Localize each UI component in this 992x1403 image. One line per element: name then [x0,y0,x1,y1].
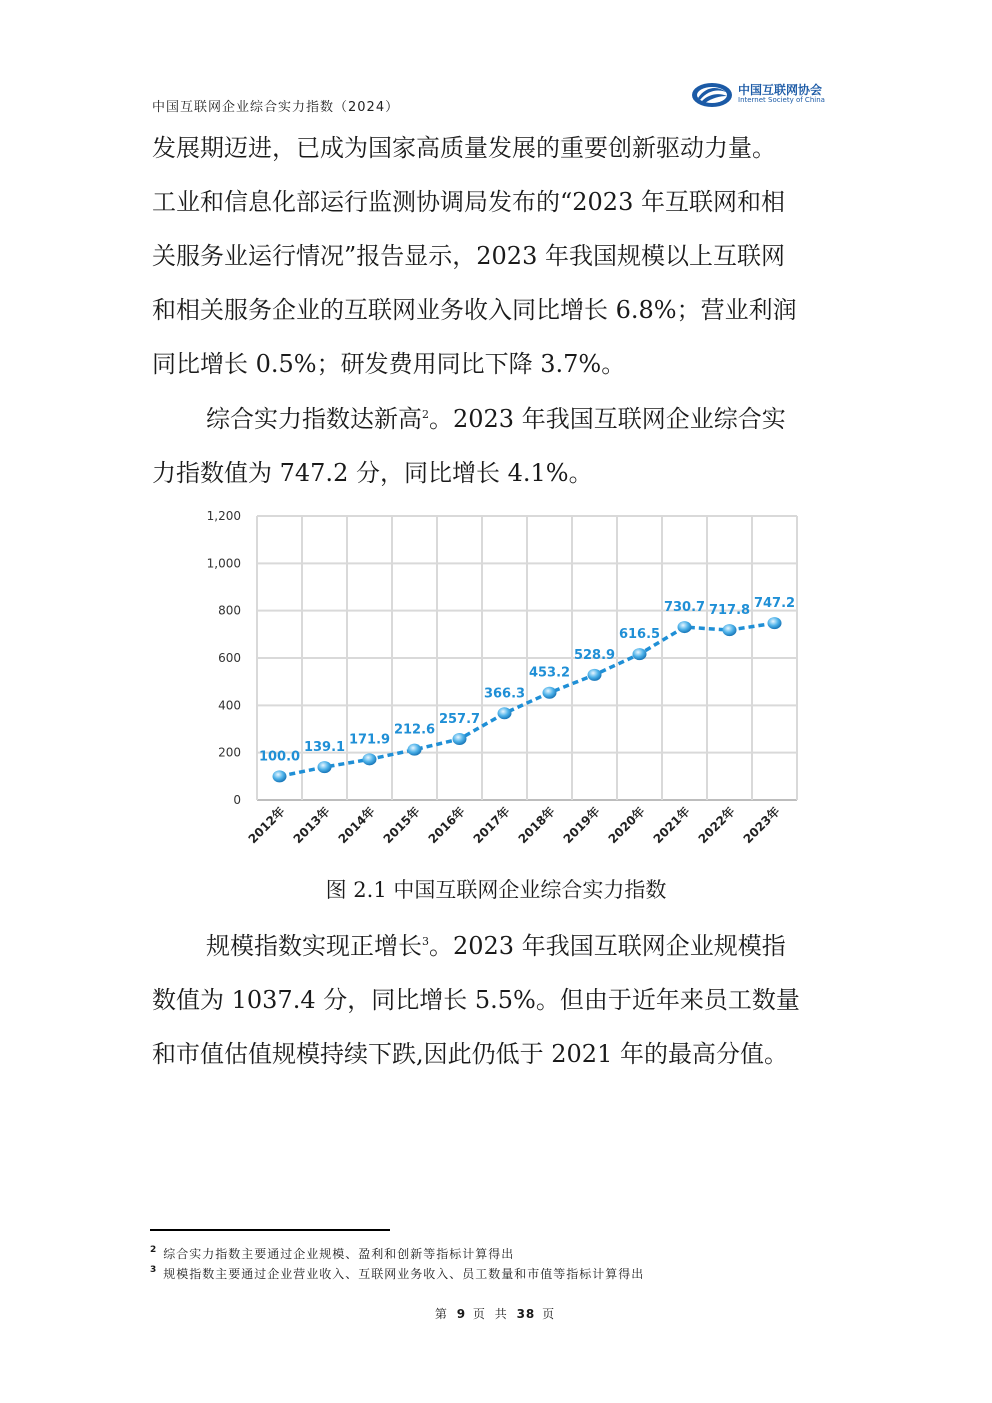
x-tick-label: 2015年 [380,804,423,847]
x-tick-label: 2023年 [740,804,783,847]
page-middle: 页 共 [472,1307,510,1321]
paragraph-lead: 综合实力指数达新高 [206,405,422,433]
data-label: 212.6 [393,722,436,738]
isc-logo [690,80,840,112]
paragraph-line: 工业和信息化部运行监测协调局发布的“2023 年互联网和相 [152,188,785,216]
data-point [768,617,782,629]
paragraph-composite-index [152,392,842,500]
footnote-number: 2 [150,1245,158,1255]
data-point [453,733,467,745]
y-tick-label: 800 [218,603,241,618]
page-total: 38 [516,1307,536,1321]
footnote-3 [150,1265,644,1282]
logo-text-en: Internet Society of China [738,96,825,104]
x-tick-label: 2012年 [245,804,288,847]
data-point [723,624,737,636]
x-tick-label: 2017年 [470,804,513,847]
data-label: 730.7 [663,600,706,616]
footnote-divider [150,1229,390,1231]
x-tick-label: 2018年 [515,804,558,847]
data-label: 366.3 [483,686,526,702]
data-point [318,761,332,773]
x-tick-label: 2016年 [425,804,468,847]
data-label: 717.8 [708,603,751,619]
footnote-ref: 2 [422,408,429,421]
figure-caption: 图 2.1 中国互联网企业综合实力指数 [325,878,667,902]
y-tick-label: 1,000 [206,556,241,571]
running-header-title: 中国互联网企业综合实力指数（2024） [152,100,400,115]
paragraph-line: 关服务业运行情况”报告显示，2023 年我国规模以上互联网 [152,242,785,270]
data-point [633,648,647,660]
paragraph-line: 发展期迈进，已成为国家高质量发展的重要创新驱动力量。 [152,134,776,162]
data-label: 171.9 [348,732,391,748]
data-label: 616.5 [618,627,661,643]
paragraph-industry-overview [152,121,842,391]
paragraph-line: 同比增长 0.5%；研发费用同比下降 3.7%。 [152,350,626,378]
data-point [543,687,557,699]
data-point [363,753,377,765]
x-tick-label: 2014年 [335,804,378,847]
x-tick-label: 2013年 [290,804,333,847]
paragraph-text: 。2023 年我国互联网企业规模指 [429,932,786,960]
page-suffix: 页 [542,1307,558,1321]
paragraph-line [152,919,842,973]
page-number [0,1305,992,1322]
chart-svg [190,500,810,870]
isc-logo-icon [690,80,736,110]
y-tick-label: 1,200 [206,509,241,523]
data-point [678,621,692,633]
paragraph-lead: 规模指数实现正增长 [206,932,422,960]
paragraph-line [152,392,842,446]
x-tick-label: 2020年 [605,804,648,847]
paragraph-line: 和相关服务企业的互联网业务收入同比增长 6.8%；营业利润 [152,296,797,324]
footnote-ref: 3 [422,935,429,948]
page-current: 9 [456,1307,467,1321]
logo-text-cn: 中国互联网协会 [738,83,823,97]
footnote-text: 综合实力指数主要通过企业规模、盈利和创新等指标计算得出 [163,1247,515,1261]
paragraph-line: 数值为 1037.4 分，同比增长 5.5%。但由于近年来员工数量 [152,986,800,1014]
y-tick-label: 400 [218,698,241,713]
composite-index-line-chart [190,500,810,870]
x-tick-label: 2019年 [560,804,603,847]
footnote-text: 规模指数主要通过企业营业收入、互联网业务收入、员工数量和市值等指标计算得出 [163,1267,645,1281]
footnote-2 [150,1245,514,1262]
data-point [273,770,287,782]
y-tick-label: 0 [233,793,241,807]
data-label: 100.0 [258,749,301,765]
paragraph-line: 力指数值为 747.2 分，同比增长 4.1%。 [152,459,593,487]
footnote-number: 3 [150,1265,158,1275]
paragraph-line: 和市值估值规模持续下跌,因此仍低于 2021 年的最高分值。 [152,1040,788,1068]
paragraph-text: 。2023 年我国互联网企业综合实 [429,405,786,433]
x-tick-label: 2022年 [695,804,738,847]
data-label: 747.2 [753,596,796,612]
data-label: 453.2 [528,665,571,681]
data-label: 528.9 [573,647,616,663]
x-tick-label: 2021年 [650,804,693,847]
paragraph-scale-index [152,919,842,1081]
page-prefix: 第 [434,1307,450,1321]
y-tick-label: 200 [218,745,241,760]
data-point [498,707,512,719]
data-label: 139.1 [303,740,346,756]
data-point [588,669,602,681]
data-point [408,744,422,756]
y-tick-label: 600 [218,651,241,665]
data-label: 257.7 [438,712,481,728]
